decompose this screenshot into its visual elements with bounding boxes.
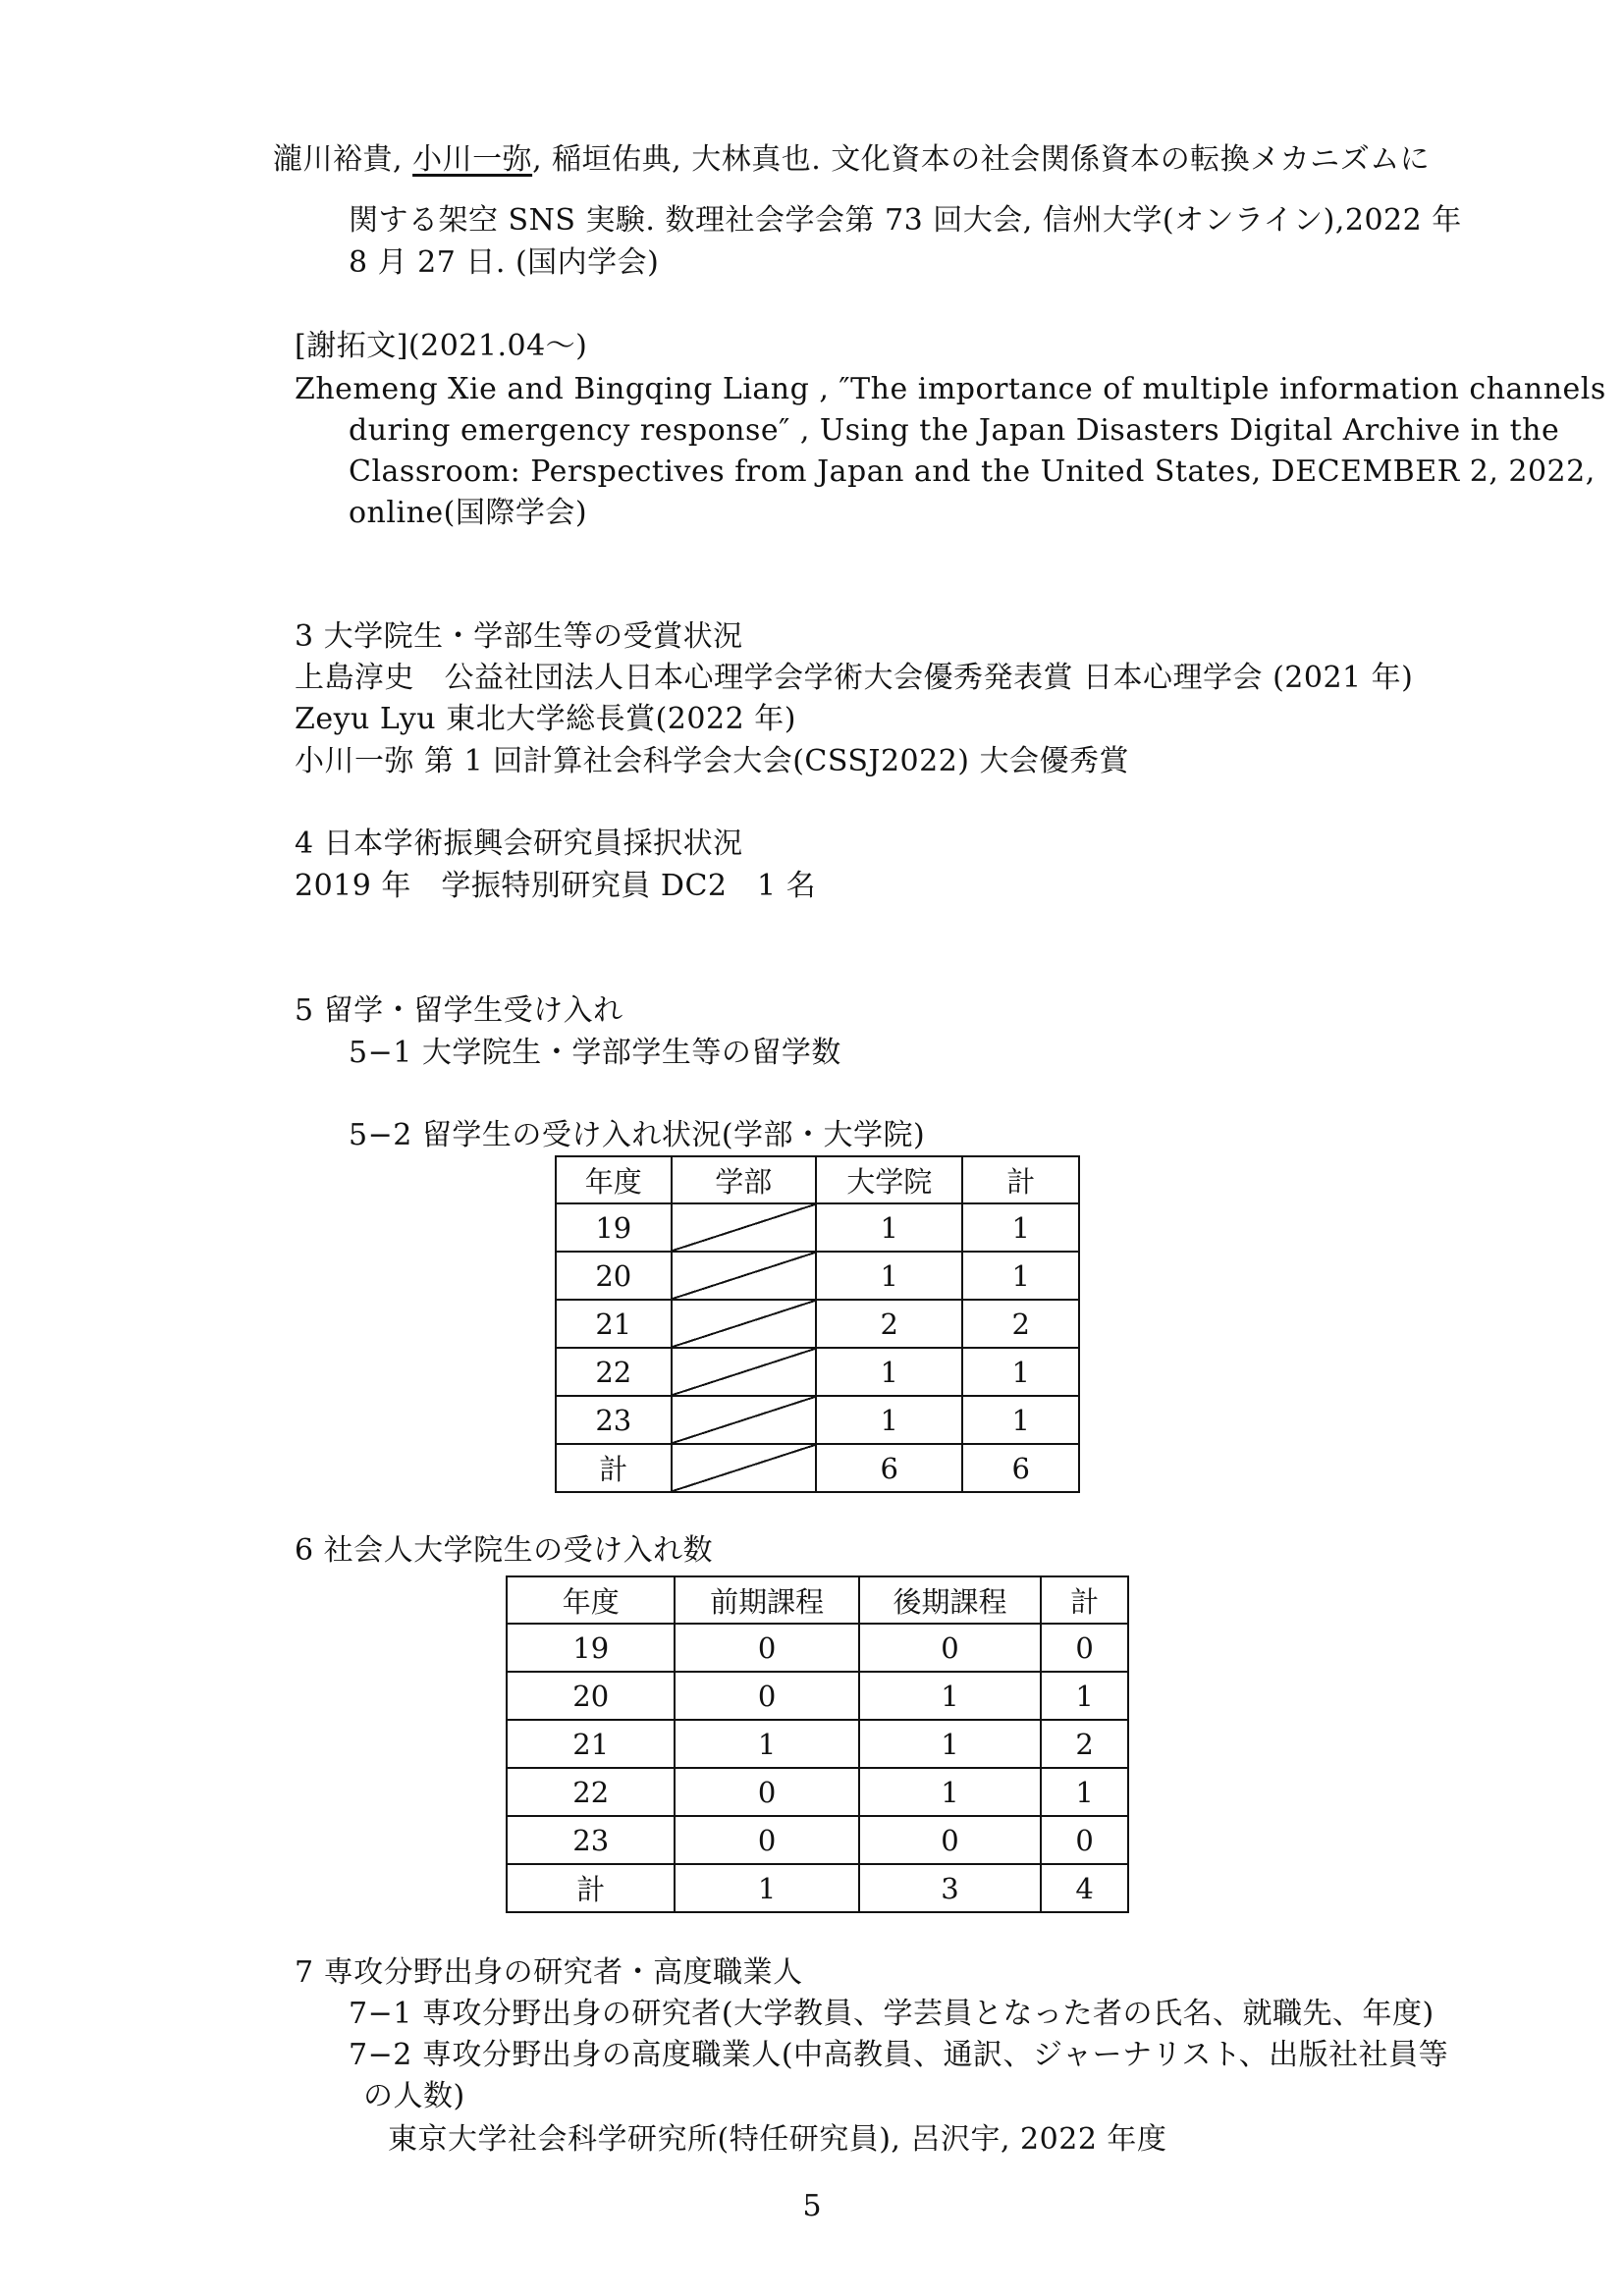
award-item-3: 小川一弥 第 1 回計算社会科学会大会(CSSJ2022) 大会優秀賞 <box>295 744 1130 778</box>
cell-grad: 2 <box>816 1300 962 1348</box>
cell-grad: 1 <box>816 1252 962 1300</box>
cell-total: 1 <box>962 1252 1079 1300</box>
cell-grad: 1 <box>816 1348 962 1396</box>
cell-year: 22 <box>556 1348 672 1396</box>
section-5-2: 5−2 留学生の受け入れ状況(学部・大学院) <box>349 1118 926 1152</box>
section-7-2-line-1: 7−2 専攻分野出身の高度職業人(中高教員、通訳、ジャーナリスト、出版社社員等 <box>349 2038 1449 2072</box>
table-row <box>556 1252 1079 1300</box>
table-row <box>507 1720 1128 1768</box>
section-4-heading: 4 日本学術振興会研究員採択状況 <box>295 827 743 861</box>
table-row <box>507 1768 1128 1816</box>
cell-total: 1 <box>1041 1768 1128 1816</box>
section-6-heading: 6 社会人大学院生の受け入れ数 <box>295 1533 714 1568</box>
col-header-total: 計 <box>1041 1576 1128 1624</box>
col-header-year: 年度 <box>556 1156 672 1203</box>
cell-undergrad-empty <box>672 1348 816 1396</box>
cell-year: 21 <box>507 1720 675 1768</box>
cell-year: 20 <box>556 1252 672 1300</box>
section-7-heading: 7 専攻分野出身の研究者・高度職業人 <box>295 1955 803 1990</box>
page-number: 5 <box>802 2189 822 2223</box>
cell-total: 1 <box>962 1348 1079 1396</box>
table-row <box>556 1348 1079 1396</box>
col-header-doctoral: 後期課程 <box>859 1576 1041 1624</box>
section-7-1: 7−1 専攻分野出身の研究者(大学教員、学芸員となった者の氏名、就職先、年度) <box>349 1997 1435 2031</box>
section-7-2-line-2: の人数) <box>363 2079 465 2113</box>
cell-undergrad-empty <box>672 1396 816 1444</box>
cell-total: 1 <box>1041 1672 1128 1720</box>
reference-2-line-3: Classroom: Perspectives from Japan and the United States, DECEMBER 2, 2022, <box>349 454 1596 489</box>
cell-total: 0 <box>1041 1816 1128 1864</box>
cell-year: 21 <box>556 1300 672 1348</box>
reference-1-line-1 <box>273 140 1430 180</box>
col-header-year: 年度 <box>507 1576 675 1624</box>
cell-year: 計 <box>556 1444 672 1492</box>
award-item-2: Zeyu Lyu 東北大学総長賞(2022 年) <box>295 702 796 736</box>
ref1-authors-a: 瀧川裕貴, <box>273 142 404 177</box>
jsps-item: 2019 年 学振特別研究員 DC2 1 名 <box>295 869 817 903</box>
cell-masters: 0 <box>675 1768 858 1816</box>
cell-year: 23 <box>507 1816 675 1864</box>
col-header-total: 計 <box>962 1156 1079 1203</box>
col-header-grad: 大学院 <box>816 1156 962 1203</box>
cell-doctoral: 0 <box>859 1624 1041 1672</box>
table-header-row <box>507 1576 1128 1624</box>
cell-total: 1 <box>962 1396 1079 1444</box>
table-row <box>556 1396 1079 1444</box>
cell-total: 0 <box>1041 1624 1128 1672</box>
cell-grad: 1 <box>816 1396 962 1444</box>
table-row <box>556 1203 1079 1252</box>
cell-total: 6 <box>962 1444 1079 1492</box>
cell-doctoral: 3 <box>859 1864 1041 1912</box>
ref1-authors-b: , 稲垣佑典, 大林真也. 文化資本の社会関係資本の転換メカニズムに <box>532 142 1431 177</box>
table-row <box>507 1816 1128 1864</box>
table-row <box>556 1444 1079 1492</box>
cell-masters: 0 <box>675 1672 858 1720</box>
table-row <box>556 1300 1079 1348</box>
section-5-heading: 5 留学・留学生受け入れ <box>295 993 623 1028</box>
table-header-row <box>556 1156 1079 1203</box>
cell-year: 22 <box>507 1768 675 1816</box>
cell-doctoral: 1 <box>859 1768 1041 1816</box>
award-item-1: 上島淳史 公益社団法人日本心理学会学術大会優秀発表賞 日本心理学会 (2021 年) <box>295 661 1414 695</box>
table-row <box>507 1624 1128 1672</box>
cell-doctoral: 1 <box>859 1720 1041 1768</box>
cell-masters: 0 <box>675 1624 858 1672</box>
reference-2-line-1: Zhemeng Xie and Bingqing Liang , ″The importance of multiple information channels <box>295 372 1606 406</box>
cell-doctoral: 1 <box>859 1672 1041 1720</box>
cell-undergrad-empty <box>672 1252 816 1300</box>
cell-undergrad-empty <box>672 1444 816 1492</box>
intl-students-table <box>555 1155 1080 1493</box>
reference-2-line-2: during emergency response″ , Using the Japan Disasters Digital Archive in the <box>349 413 1560 448</box>
cell-grad: 6 <box>816 1444 962 1492</box>
table-row <box>507 1672 1128 1720</box>
cell-undergrad-empty <box>672 1203 816 1252</box>
cell-year: 計 <box>507 1864 675 1912</box>
cell-total: 2 <box>962 1300 1079 1348</box>
cell-masters: 1 <box>675 1864 858 1912</box>
cell-year: 19 <box>556 1203 672 1252</box>
section-5-1: 5−1 大学院生・学部学生等の留学数 <box>349 1036 841 1070</box>
cell-year: 23 <box>556 1396 672 1444</box>
cell-total: 1 <box>962 1203 1079 1252</box>
section-3-heading: 3 大学院生・学部生等の受賞状況 <box>295 619 743 654</box>
xie-header: [謝拓文](2021.04〜) <box>295 329 588 363</box>
reference-2-line-4: online(国際学会) <box>349 496 588 530</box>
cell-total: 2 <box>1041 1720 1128 1768</box>
table-row <box>507 1864 1128 1912</box>
researcher-entry: 東京大学社会科学研究所(特任研究員), 呂沢宇, 2022 年度 <box>388 2122 1167 2157</box>
col-header-undergrad: 学部 <box>672 1156 816 1203</box>
working-grad-students-table <box>506 1575 1129 1913</box>
cell-year: 20 <box>507 1672 675 1720</box>
cell-undergrad-empty <box>672 1300 816 1348</box>
cell-total: 4 <box>1041 1864 1128 1912</box>
cell-doctoral: 0 <box>859 1816 1041 1864</box>
cell-masters: 1 <box>675 1720 858 1768</box>
cell-grad: 1 <box>816 1203 962 1252</box>
cell-masters: 0 <box>675 1816 858 1864</box>
col-header-masters: 前期課程 <box>675 1576 858 1624</box>
cell-year: 19 <box>507 1624 675 1672</box>
ref1-underlined-author: 小川一弥 <box>412 142 533 177</box>
reference-1-line-2: 関する架空 SNS 実験. 数理社会学会第 73 回大会, 信州大学(オンライン),2022 年 <box>349 203 1462 238</box>
reference-1-line-3: 8 月 27 日. (国内学会) <box>349 245 660 280</box>
